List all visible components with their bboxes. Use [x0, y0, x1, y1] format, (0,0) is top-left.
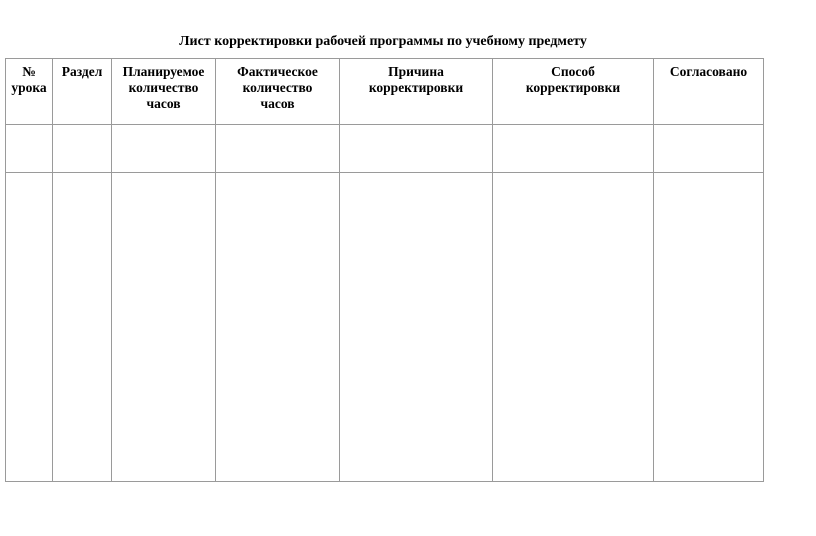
correction-table — [5, 58, 764, 482]
table-cell — [6, 173, 53, 482]
table-row — [6, 173, 764, 482]
table-row — [6, 125, 764, 173]
table-cell — [53, 173, 112, 482]
table-cell — [6, 125, 53, 173]
table-cell — [654, 173, 764, 482]
header-correction-method: Способ корректировки — [493, 59, 654, 125]
table-cell — [112, 173, 216, 482]
table-cell — [340, 125, 493, 173]
table-cell — [493, 125, 654, 173]
document-title: Лист корректировки рабочей программы по учебному предмету — [179, 34, 587, 49]
table-cell — [493, 173, 654, 482]
table-cell — [340, 173, 493, 482]
table-cell — [112, 125, 216, 173]
table-cell — [216, 173, 340, 482]
header-approved: Согласовано — [654, 59, 764, 125]
table-cell — [216, 125, 340, 173]
table-cell — [654, 125, 764, 173]
header-planned-hours: Планируемое количество часов — [112, 59, 216, 125]
table-cell — [53, 125, 112, 173]
header-lesson-number: № урока — [6, 59, 53, 125]
table-header-row — [6, 59, 764, 125]
header-actual-hours: Фактическое количество часов — [216, 59, 340, 125]
header-section: Раздел — [53, 59, 112, 125]
header-correction-reason: Причина корректировки — [340, 59, 493, 125]
